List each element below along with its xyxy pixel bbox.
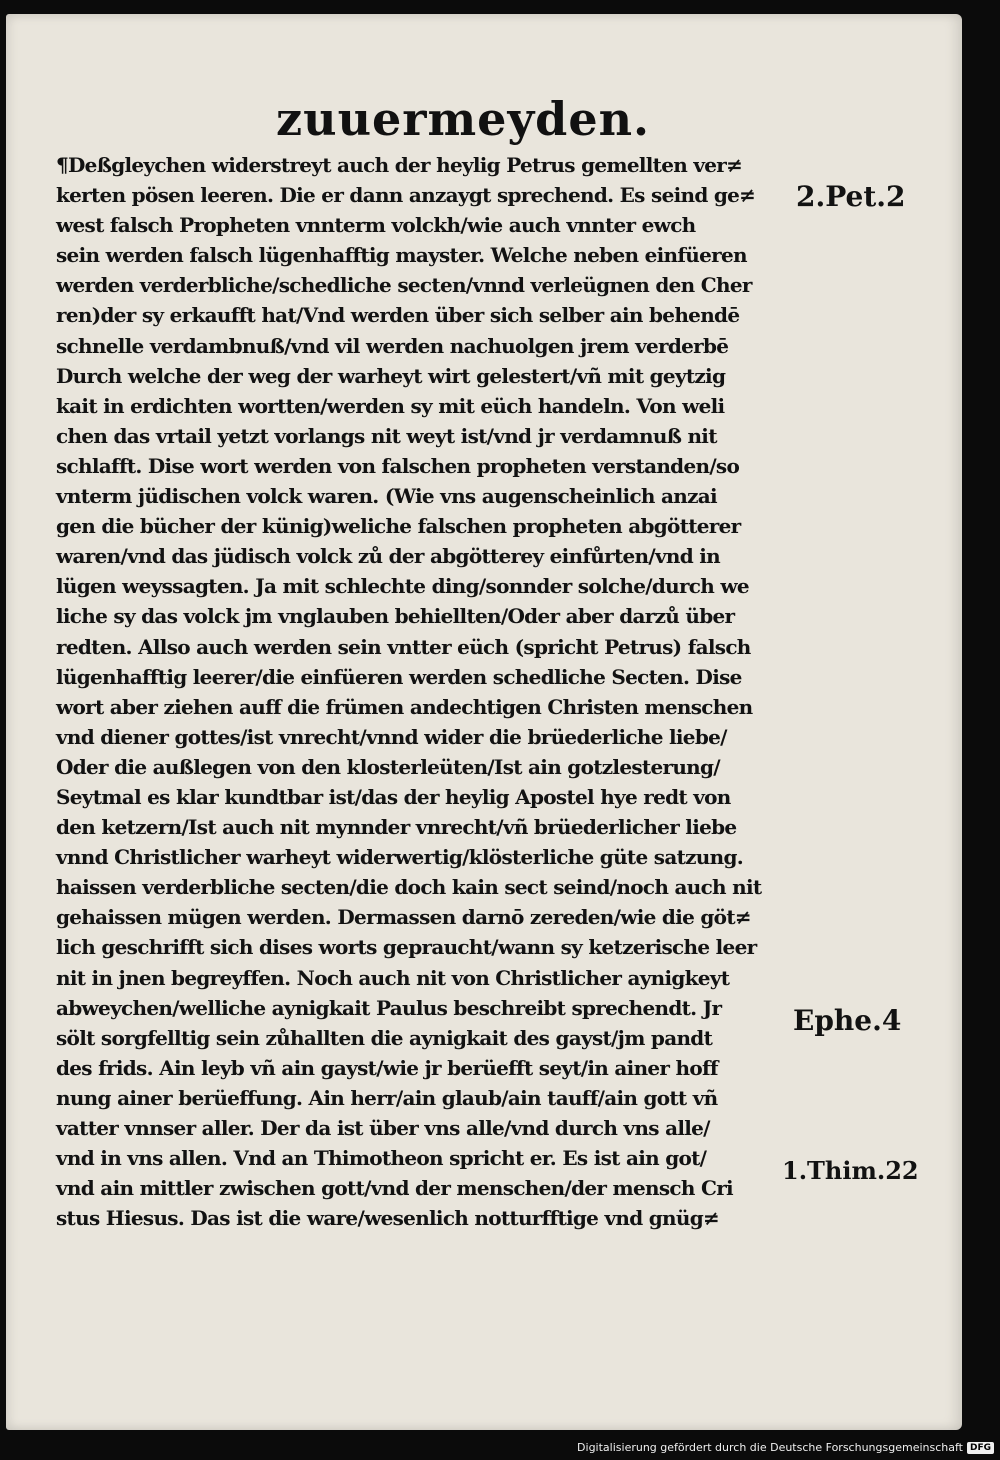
dfg-logo: DFG [967, 1442, 994, 1454]
text-line: gehaissen mügen werden. Dermassen darnō zereden/wie die göt≠ [56, 905, 751, 930]
text-line: sein werden falsch lügenhafftig mayster. Welche neben einfüeren [56, 243, 747, 268]
text-line: schlafft. Dise wort werden von falschen propheten verstanden/so [56, 453, 740, 478]
text-line: stus Hiesus. Das ist die ware/wesenlich notturfftige vnd gnüg≠ [56, 1206, 720, 1231]
text-line: vnterm jüdischen volck waren. (Wie vns augenscheinlich anzai [56, 484, 717, 509]
text-line: vnd in vns allen. Vnd an Thimotheon spricht er. Es ist ain got/ [56, 1146, 707, 1171]
margin-note-ephe: Ephe.4 [793, 1004, 902, 1037]
text-line: nung ainer berüeffung. Ain herr/ain glaub/ain tauff/ain gott vñ [56, 1085, 718, 1110]
text-line: wort aber ziehen auff die frümen andechtigen Christen menschen [56, 694, 753, 719]
text-line: chen das vrtail yetzt vorlangs nit weyt ist/vnd jr verdamnuß nit [56, 423, 717, 448]
text-line: sölt sorgfelltig sein zůhallten die aynigkait des gayst/jm pandt [56, 1025, 713, 1050]
scanned-page [6, 14, 962, 1430]
text-line: lügen weyssagten. Ja mit schlechte ding/sonnder solche/durch we [56, 574, 749, 599]
margin-note-thim: 1.Thim.22 [782, 1156, 919, 1185]
text-line: lügenhafftig leerer/die einfüeren werden schedliche Secten. Dise [56, 664, 742, 689]
text-line: vatter vnnser aller. Der da ist über vns alle/vnd durch vns alle/ [56, 1116, 710, 1140]
page-heading: zuuermeyden. [276, 92, 651, 146]
text-line: waren/vnd das jüdisch volck zů der abgötterey einfůrten/vnd in [56, 544, 721, 569]
text-line: schnelle verdambnuß/vnd vil werden nachuolgen jrem verderbē [56, 333, 729, 358]
text-line: Seytmal es klar kundtbar ist/das der heylig Apostel hye redt von [56, 784, 731, 809]
text-line: lich geschrifft sich dises worts gepraucht/wann sy ketzerische leer [56, 935, 757, 960]
text-line: redten. Allso auch werden sein vntter eüch (spricht Petrus) falsch [56, 634, 751, 659]
text-line: vnnd Christlicher warheyt widerwertig/klösterliche güte satzung. [56, 845, 743, 870]
text-line: nit in jnen begreyffen. Noch auch nit von Christlicher aynigkeyt [56, 965, 730, 990]
text-line: vnd ain mittler zwischen gott/vnd der menschen/der mensch Cri [56, 1176, 733, 1201]
footer-bar [577, 1441, 994, 1454]
text-line: ¶Deßgleychen widerstreyt auch der heylig Petrus gemellten ver≠ [56, 153, 743, 177]
text-line: den ketzern/Ist auch nit mynnder vnrecht/vñ brüederlicher liebe [56, 815, 737, 840]
text-line: des frids. Ain leyb vñ ain gayst/wie jr berüefft seyt/in ainer hoff [56, 1055, 718, 1080]
text-line: Oder die außlegen von den klosterleüten/Ist ain gotzlesterung/ [56, 754, 720, 779]
margin-note-pet: 2.Pet.2 [796, 180, 906, 213]
text-line: liche sy das volck jm vnglauben behiellten/Oder aber darzů über [56, 604, 735, 629]
text-line: kait in erdichten wortten/werden sy mit eüch handeln. Von weli [56, 393, 725, 418]
text-line: abweychen/welliche aynigkait Paulus beschreibt sprechendt. Jr [56, 995, 722, 1020]
footer-credit: Digitalisierung gefördert durch die Deutsche Forschungsgemeinschaft [577, 1441, 963, 1454]
text-line: haissen verderbliche secten/die doch kain sect seind/noch auch nit [56, 875, 762, 900]
text-line: kerten pösen leeren. Die er dann anzaygt sprechend. Es seind ge≠ [56, 183, 756, 208]
text-line: ren)der sy erkaufft hat/Vnd werden über sich selber ain behendē [56, 303, 740, 328]
text-line: Durch welche der weg der warheyt wirt gelestert/vñ mit geytzig [56, 363, 726, 388]
text-line: vnd diener gottes/ist vnrecht/vnnd wider die brüederliche liebe/ [56, 724, 727, 749]
body-text [56, 150, 791, 1233]
text-line: werden verderbliche/schedliche secten/vnnd verleügnen den Cher [56, 273, 752, 298]
text-line: gen die bücher der künig)weliche falschen propheten abgötterer [56, 514, 741, 539]
text-line: west falsch Propheten vnnterm volckh/wie auch vnnter ewch [56, 213, 696, 238]
